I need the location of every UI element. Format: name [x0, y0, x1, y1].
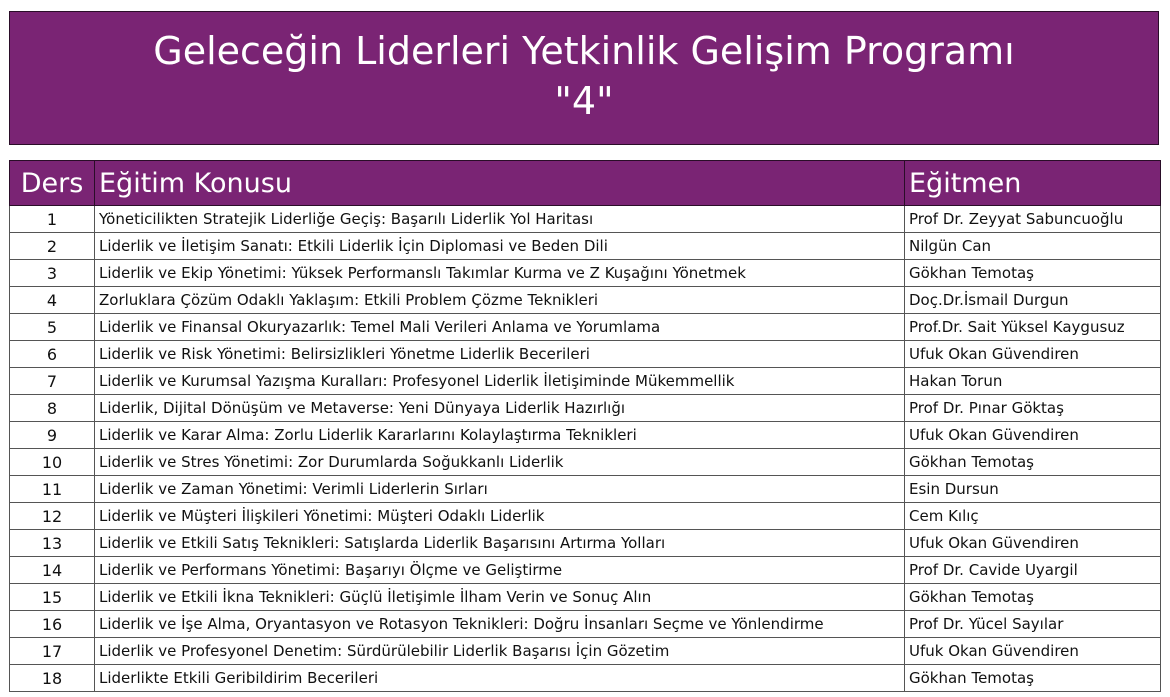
lesson-number-cell: 16: [10, 611, 95, 638]
lesson-number-cell: 14: [10, 557, 95, 584]
table-row: [10, 476, 1161, 503]
table-row: [10, 611, 1161, 638]
lesson-number-cell: 4: [10, 287, 95, 314]
lesson-number-cell: 2: [10, 233, 95, 260]
table-row: [10, 260, 1161, 287]
course-topic-cell: Zorluklara Çözüm Odaklı Yaklaşım: Etkili Problem Çözme Teknikleri: [95, 287, 905, 314]
course-topic-cell: Liderlik ve Profesyonel Denetim: Sürdürülebilir Liderlik Başarısı İçin Gözetim: [95, 638, 905, 665]
instructor-cell: Esin Dursun: [905, 476, 1161, 503]
table-row: [10, 314, 1161, 341]
table-row: [10, 287, 1161, 314]
course-topic-cell: Liderlik ve Finansal Okuryazarlık: Temel Mali Verileri Anlama ve Yorumlama: [95, 314, 905, 341]
course-topic-cell: Liderlik ve Karar Alma: Zorlu Liderlik Kararlarını Kolaylaştırma Teknikleri: [95, 422, 905, 449]
table-row: [10, 233, 1161, 260]
instructor-cell: Gökhan Temotaş: [905, 260, 1161, 287]
instructor-cell: Ufuk Okan Güvendiren: [905, 422, 1161, 449]
header-egitmen: Eğitmen: [905, 161, 1161, 206]
course-topic-cell: Liderlik ve Etkili İkna Teknikleri: Güçlü İletişimle İlham Verin ve Sonuç Alın: [95, 584, 905, 611]
lesson-number-cell: 18: [10, 665, 95, 692]
header-egitim-konusu: Eğitim Konusu: [95, 161, 905, 206]
course-topic-cell: Liderlik ve Risk Yönetimi: Belirsizlikleri Yönetme Liderlik Becerileri: [95, 341, 905, 368]
lesson-number-cell: 13: [10, 530, 95, 557]
table-row: [10, 341, 1161, 368]
course-topic-cell: Liderlik ve Kurumsal Yazışma Kuralları: Profesyonel Liderlik İletişiminde Mükemmellik: [95, 368, 905, 395]
instructor-cell: Prof.Dr. Sait Yüksel Kaygusuz: [905, 314, 1161, 341]
table-row: [10, 530, 1161, 557]
lesson-number-cell: 8: [10, 395, 95, 422]
lesson-number-cell: 1: [10, 206, 95, 233]
lesson-number-cell: 15: [10, 584, 95, 611]
lesson-number-cell: 7: [10, 368, 95, 395]
course-schedule-table: [9, 160, 1161, 692]
instructor-cell: Prof Dr. Pınar Göktaş: [905, 395, 1161, 422]
lesson-number-cell: 9: [10, 422, 95, 449]
table-row: [10, 449, 1161, 476]
course-topic-cell: Liderlikte Etkili Geribildirim Becerileri: [95, 665, 905, 692]
instructor-cell: Ufuk Okan Güvendiren: [905, 638, 1161, 665]
program-number: "4": [554, 79, 614, 123]
program-title: Geleceğin Liderleri Yetkinlik Gelişim Programı: [153, 29, 1015, 73]
table-row: [10, 557, 1161, 584]
header-ders: Ders: [10, 161, 95, 206]
table-row: [10, 638, 1161, 665]
instructor-cell: Ufuk Okan Güvendiren: [905, 341, 1161, 368]
table-row: [10, 422, 1161, 449]
course-topic-cell: Liderlik ve Performans Yönetimi: Başarıyı Ölçme ve Geliştirme: [95, 557, 905, 584]
lesson-number-cell: 10: [10, 449, 95, 476]
course-topic-cell: Liderlik, Dijital Dönüşüm ve Metaverse: Yeni Dünyaya Liderlik Hazırlığı: [95, 395, 905, 422]
table-header-row: [10, 161, 1161, 206]
course-topic-cell: Liderlik ve Etkili Satış Teknikleri: Satışlarda Liderlik Başarısını Artırma Yolları: [95, 530, 905, 557]
instructor-cell: Prof Dr. Zeyyat Sabuncuoğlu: [905, 206, 1161, 233]
instructor-cell: Hakan Torun: [905, 368, 1161, 395]
lesson-number-cell: 17: [10, 638, 95, 665]
lesson-number-cell: 6: [10, 341, 95, 368]
course-topic-cell: Liderlik ve İletişim Sanatı: Etkili Liderlik İçin Diplomasi ve Beden Dili: [95, 233, 905, 260]
instructor-cell: Ufuk Okan Güvendiren: [905, 530, 1161, 557]
instructor-cell: Gökhan Temotaş: [905, 449, 1161, 476]
course-topic-cell: Liderlik ve İşe Alma, Oryantasyon ve Rotasyon Teknikleri: Doğru İnsanları Seçme ve Yönlendirme: [95, 611, 905, 638]
instructor-cell: Nilgün Can: [905, 233, 1161, 260]
program-title-banner: [9, 11, 1159, 145]
table-row: [10, 665, 1161, 692]
table-row: [10, 503, 1161, 530]
instructor-cell: Doç.Dr.İsmail Durgun: [905, 287, 1161, 314]
table-row: [10, 584, 1161, 611]
instructor-cell: Cem Kılıç: [905, 503, 1161, 530]
instructor-cell: Prof Dr. Yücel Sayılar: [905, 611, 1161, 638]
lesson-number-cell: 3: [10, 260, 95, 287]
table-row: [10, 395, 1161, 422]
course-topic-cell: Liderlik ve Stres Yönetimi: Zor Durumlarda Soğukkanlı Liderlik: [95, 449, 905, 476]
course-topic-cell: Liderlik ve Ekip Yönetimi: Yüksek Performanslı Takımlar Kurma ve Z Kuşağını Yönetmek: [95, 260, 905, 287]
lesson-number-cell: 11: [10, 476, 95, 503]
instructor-cell: Gökhan Temotaş: [905, 665, 1161, 692]
course-topic-cell: Yöneticilikten Stratejik Liderliğe Geçiş: Başarılı Liderlik Yol Haritası: [95, 206, 905, 233]
instructor-cell: Prof Dr. Cavide Uyargil: [905, 557, 1161, 584]
course-topic-cell: Liderlik ve Müşteri İlişkileri Yönetimi: Müşteri Odaklı Liderlik: [95, 503, 905, 530]
course-topic-cell: Liderlik ve Zaman Yönetimi: Verimli Liderlerin Sırları: [95, 476, 905, 503]
lesson-number-cell: 12: [10, 503, 95, 530]
table-row: [10, 368, 1161, 395]
lesson-number-cell: 5: [10, 314, 95, 341]
table-row: [10, 206, 1161, 233]
instructor-cell: Gökhan Temotaş: [905, 584, 1161, 611]
